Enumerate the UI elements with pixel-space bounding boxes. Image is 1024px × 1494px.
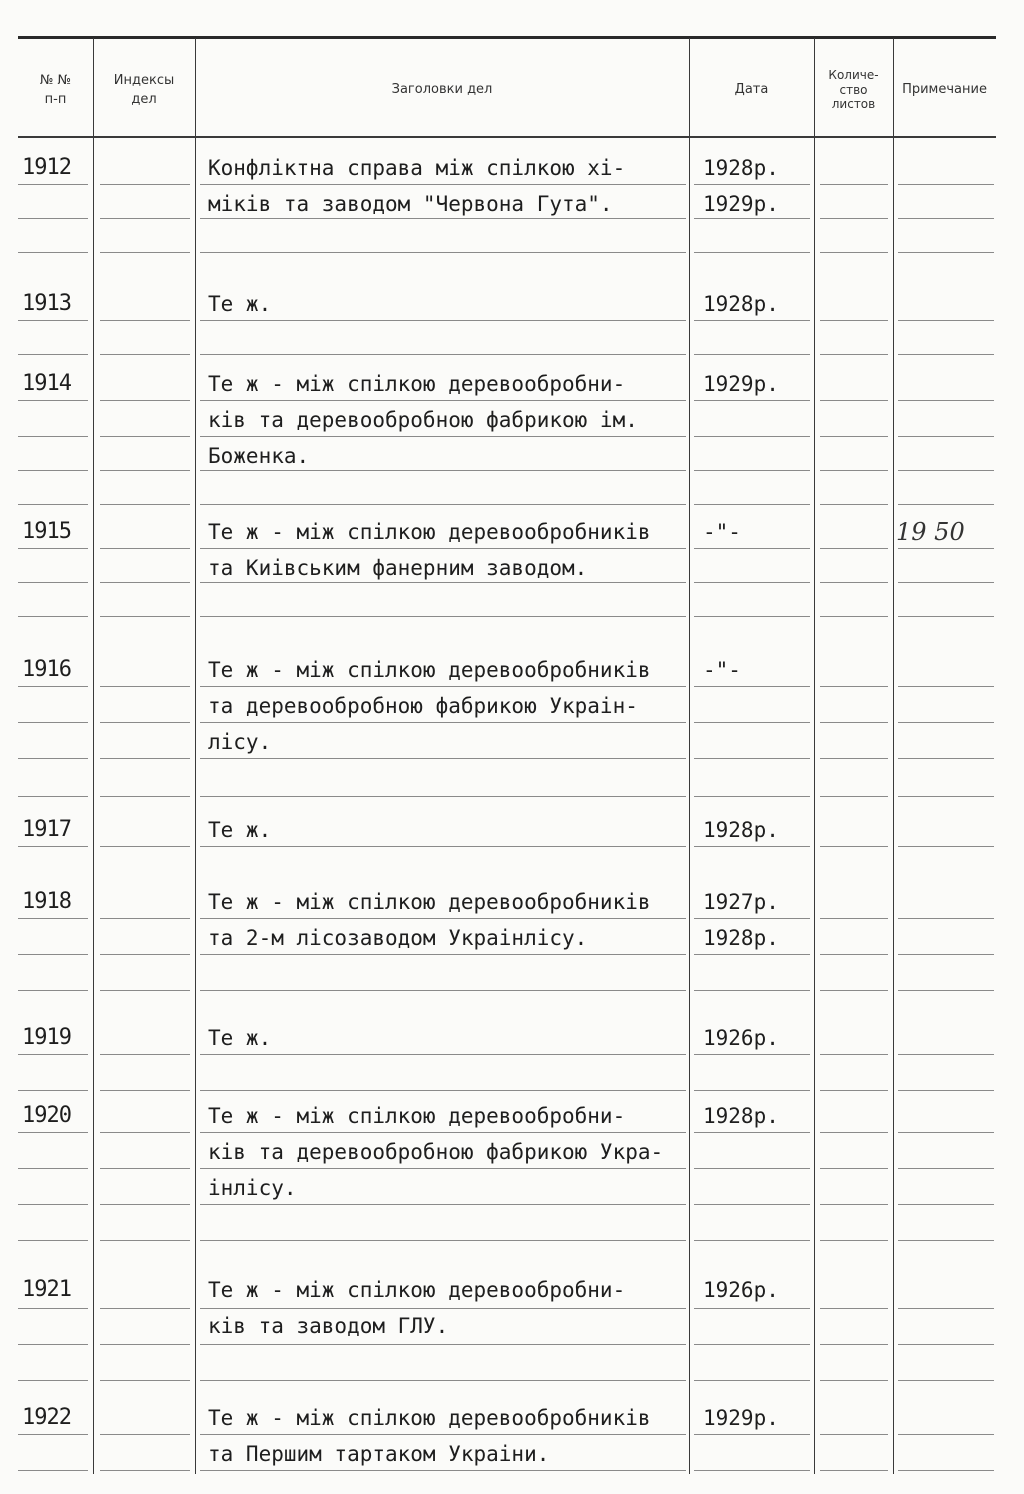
ruled-line (820, 1054, 888, 1055)
ruled-line (898, 582, 994, 583)
ruled-line (200, 1090, 686, 1091)
ruled-line (694, 1090, 810, 1091)
ruled-line (898, 1308, 994, 1309)
ruled-line (898, 1132, 994, 1133)
ruled-line (200, 470, 686, 471)
record-title: Те ж - мiж спiлкою деревообробникiв та Киiвським фанерним заводом. (208, 520, 651, 580)
ruled-line (694, 846, 810, 847)
ruled-line (820, 470, 888, 471)
ruled-line (898, 1054, 994, 1055)
ruled-line (200, 846, 686, 847)
ruled-line (18, 990, 88, 991)
ruled-line (200, 758, 686, 759)
ruled-line (100, 252, 190, 253)
ruled-line (820, 1344, 888, 1345)
ruled-line (200, 796, 686, 797)
ruled-line (200, 1204, 686, 1205)
ruled-line (694, 320, 810, 321)
ruled-line (18, 1434, 88, 1435)
ruled-line (100, 582, 190, 583)
ruled-line (820, 918, 888, 919)
ruled-line (18, 758, 88, 759)
ruled-line (694, 400, 810, 401)
ruled-line (694, 1308, 810, 1309)
ruled-line (898, 354, 994, 355)
ruled-line (694, 1470, 810, 1471)
ruled-line (200, 918, 686, 919)
ruled-line (200, 722, 686, 723)
ruled-line (200, 1168, 686, 1169)
record-number: 1920 (22, 1103, 71, 1128)
ruled-line (694, 504, 810, 505)
ruled-line (820, 796, 888, 797)
record-number: 1919 (22, 1025, 71, 1050)
ruled-line (820, 1090, 888, 1091)
column-rule (893, 38, 894, 1474)
ruled-line (694, 758, 810, 759)
ruled-line (898, 1090, 994, 1091)
ruled-line (898, 1204, 994, 1205)
ruled-line (898, 918, 994, 919)
record-date: 1928р. 1929р. (703, 156, 779, 216)
header-date (689, 48, 814, 132)
record-date: 1926р. (703, 1026, 779, 1050)
ruled-line (100, 1470, 190, 1471)
ruled-line (18, 218, 88, 219)
ruled-line (18, 616, 88, 617)
record-title: Те ж. (208, 1026, 272, 1050)
ruled-line (18, 1240, 88, 1241)
ruled-line (820, 722, 888, 723)
ruled-line (200, 582, 686, 583)
ruled-line (18, 320, 88, 321)
ruled-line (18, 846, 88, 847)
ruled-line (18, 796, 88, 797)
ruled-line (898, 1470, 994, 1471)
ruled-line (898, 846, 994, 847)
ruled-line (100, 1308, 190, 1309)
ruled-line (100, 758, 190, 759)
record-number: 1922 (22, 1405, 71, 1430)
top-border (18, 36, 996, 39)
ruled-line (200, 504, 686, 505)
header-index-line1: Индексы (113, 72, 175, 88)
ruled-line (694, 796, 810, 797)
ruled-line (898, 796, 994, 797)
record-number: 1915 (22, 519, 71, 544)
ruled-line (100, 616, 190, 617)
ruled-line (694, 218, 810, 219)
ruled-line (100, 722, 190, 723)
ruled-line (820, 548, 888, 549)
ruled-line (820, 616, 888, 617)
ruled-line (18, 354, 88, 355)
ruled-line (898, 1434, 994, 1435)
ruled-line (100, 320, 190, 321)
ruled-line (100, 436, 190, 437)
ruled-line (200, 954, 686, 955)
ruled-line (100, 954, 190, 955)
record-number: 1916 (22, 657, 71, 682)
header-note (893, 48, 996, 132)
ruled-line (200, 436, 686, 437)
record-number: 1917 (22, 817, 71, 842)
record-title: Те ж - мiж спiлкою деревообробникiв та деревообробною фабрикою Украiн- лiсу. (208, 658, 651, 754)
ruled-line (820, 354, 888, 355)
ruled-line (820, 1470, 888, 1471)
ruled-line (694, 616, 810, 617)
ruled-line (18, 1054, 88, 1055)
record-date: 1928р. (703, 818, 779, 842)
ruled-line (18, 400, 88, 401)
ruled-line (694, 436, 810, 437)
ruled-line (200, 184, 686, 185)
ruled-line (898, 1380, 994, 1381)
ruled-line (18, 1132, 88, 1133)
header-title-text: Заголовки дел (391, 82, 493, 98)
record-date: -"- (703, 520, 741, 544)
ruled-line (820, 954, 888, 955)
ruled-line (100, 218, 190, 219)
ruled-line (18, 1204, 88, 1205)
ruled-line (820, 218, 888, 219)
ruled-line (694, 252, 810, 253)
ruled-line (18, 252, 88, 253)
ruled-line (898, 320, 994, 321)
ruled-line (694, 722, 810, 723)
record-number: 1921 (22, 1277, 71, 1302)
ruled-line (898, 616, 994, 617)
ruled-line (200, 1132, 686, 1133)
header-count-line2: ство (839, 82, 868, 97)
ruled-line (820, 1308, 888, 1309)
record-number: 1914 (22, 371, 71, 396)
header-count-line3: листов (831, 97, 876, 112)
ruled-line (200, 1470, 686, 1471)
header-number-line2: п-п (44, 92, 67, 107)
header-count-line1: Количе- (828, 68, 879, 83)
record-title: Те ж - мiж спiлкою деревообробни- кiв та заводом ГЛУ. (208, 1278, 626, 1338)
ruled-line (820, 252, 888, 253)
ruled-line (200, 320, 686, 321)
ruled-line (100, 846, 190, 847)
ruled-line (820, 320, 888, 321)
ruled-line (694, 1168, 810, 1169)
ruled-line (200, 354, 686, 355)
ruled-line (18, 1470, 88, 1471)
record-date: 1928р. (703, 1104, 779, 1128)
ruled-line (820, 1434, 888, 1435)
ruled-line (100, 796, 190, 797)
ruled-line (100, 354, 190, 355)
ruled-line (694, 1204, 810, 1205)
ruled-line (100, 1380, 190, 1381)
ruled-line (820, 504, 888, 505)
ruled-line (820, 1240, 888, 1241)
ruled-line (898, 436, 994, 437)
ruled-line (820, 1168, 888, 1169)
ruled-line (898, 1240, 994, 1241)
ruled-line (694, 1132, 810, 1133)
header-title (195, 48, 689, 132)
ruled-line (694, 548, 810, 549)
ruled-line (200, 686, 686, 687)
ruled-line (18, 954, 88, 955)
ruled-line (820, 1204, 888, 1205)
header-divider (18, 136, 996, 138)
ruled-line (820, 436, 888, 437)
ruled-line (898, 218, 994, 219)
ruled-line (18, 1090, 88, 1091)
ruled-line (898, 1344, 994, 1345)
ruled-line (100, 990, 190, 991)
ruled-line (18, 1380, 88, 1381)
ruled-line (18, 548, 88, 549)
record-date: 1929р. (703, 372, 779, 396)
ruled-line (200, 548, 686, 549)
header-date-text: Дата (734, 82, 769, 98)
header-number (18, 48, 93, 132)
record-note-handwritten: 19 50 (896, 518, 965, 546)
ruled-line (200, 1344, 686, 1345)
ruled-line (100, 470, 190, 471)
ruled-line (694, 1240, 810, 1241)
ruled-line (100, 1168, 190, 1169)
ruled-line (100, 1240, 190, 1241)
ruled-line (898, 686, 994, 687)
ruled-line (18, 1308, 88, 1309)
ruled-line (100, 1054, 190, 1055)
ruled-line (898, 400, 994, 401)
ruled-line (898, 252, 994, 253)
ruled-line (200, 1380, 686, 1381)
record-date: -"- (703, 658, 741, 682)
column-rule (93, 38, 94, 1474)
ruled-line (100, 1344, 190, 1345)
ruled-line (694, 1344, 810, 1345)
ruled-line (820, 846, 888, 847)
ruled-line (694, 470, 810, 471)
ruled-line (100, 504, 190, 505)
ruled-line (18, 582, 88, 583)
ruled-line (200, 1434, 686, 1435)
ruled-line (100, 1204, 190, 1205)
ruled-line (100, 1090, 190, 1091)
ruled-line (200, 616, 686, 617)
ruled-line (200, 252, 686, 253)
header-count (814, 48, 893, 132)
ruled-line (18, 686, 88, 687)
ruled-line (18, 918, 88, 919)
ruled-line (898, 954, 994, 955)
ruled-line (100, 1132, 190, 1133)
header-note-text: Примечание (902, 82, 987, 98)
ruled-line (100, 184, 190, 185)
ruled-line (100, 918, 190, 919)
ruled-line (820, 582, 888, 583)
ruled-line (898, 504, 994, 505)
ruled-line (100, 548, 190, 549)
record-title: Конфлiктна справа мiж спiлкою хi- мiкiв та заводом "Червона Гута". (208, 156, 626, 216)
record-title: Те ж - мiж спiлкою деревообробни- кiв та деревообробною фабрикою Укра- iнлiсу. (208, 1104, 664, 1200)
header-number-line1: № № (39, 72, 72, 88)
record-date: 1927р. 1928р. (703, 890, 779, 950)
ruled-line (820, 758, 888, 759)
ruled-line (694, 184, 810, 185)
ruled-line (200, 1054, 686, 1055)
ruled-line (694, 686, 810, 687)
ruled-line (100, 686, 190, 687)
record-title: Те ж - мiж спiлкою деревообробникiв та 2-м лiсозаводом Украiнлiсу. (208, 890, 651, 950)
ruled-line (898, 1168, 994, 1169)
record-title: Те ж. (208, 818, 272, 842)
ruled-line (18, 436, 88, 437)
ruled-line (820, 400, 888, 401)
ruled-line (200, 400, 686, 401)
ruled-line (200, 990, 686, 991)
record-title: Те ж - мiж спiлкою деревообробникiв та Першим тартаком Украiни. (208, 1406, 651, 1466)
ruled-line (200, 1308, 686, 1309)
ruled-line (200, 218, 686, 219)
ruled-line (694, 354, 810, 355)
ruled-line (820, 686, 888, 687)
ruled-line (100, 1434, 190, 1435)
record-title: Те ж. (208, 292, 272, 316)
ruled-line (18, 722, 88, 723)
ruled-line (898, 990, 994, 991)
ruled-line (898, 184, 994, 185)
ruled-line (200, 1240, 686, 1241)
ruled-line (820, 1380, 888, 1381)
ruled-line (694, 918, 810, 919)
ruled-line (18, 504, 88, 505)
header-index (93, 48, 195, 132)
ruled-line (694, 582, 810, 583)
ruled-line (898, 722, 994, 723)
column-rule (195, 38, 196, 1474)
ruled-line (694, 1380, 810, 1381)
ruled-line (18, 1344, 88, 1345)
ruled-line (694, 990, 810, 991)
record-number: 1918 (22, 889, 71, 914)
ruled-line (820, 990, 888, 991)
record-title: Те ж - мiж спiлкою деревообробни- кiв та деревообробною фабрикою iм. Боженка. (208, 372, 638, 468)
ruled-line (898, 470, 994, 471)
ruled-line (18, 1168, 88, 1169)
record-date: 1929р. (703, 1406, 779, 1430)
ruled-line (694, 954, 810, 955)
record-number: 1912 (22, 155, 71, 180)
ruled-line (18, 184, 88, 185)
ruled-line (100, 400, 190, 401)
ruled-line (820, 184, 888, 185)
ruled-line (820, 1132, 888, 1133)
header-index-line2: дел (131, 92, 157, 107)
record-number: 1913 (22, 291, 71, 316)
record-date: 1926р. (703, 1278, 779, 1302)
column-rule (814, 38, 815, 1474)
ruled-line (898, 548, 994, 549)
ruled-line (898, 758, 994, 759)
ruled-line (694, 1054, 810, 1055)
record-date: 1928р. (703, 292, 779, 316)
ruled-line (694, 1434, 810, 1435)
ruled-line (18, 470, 88, 471)
